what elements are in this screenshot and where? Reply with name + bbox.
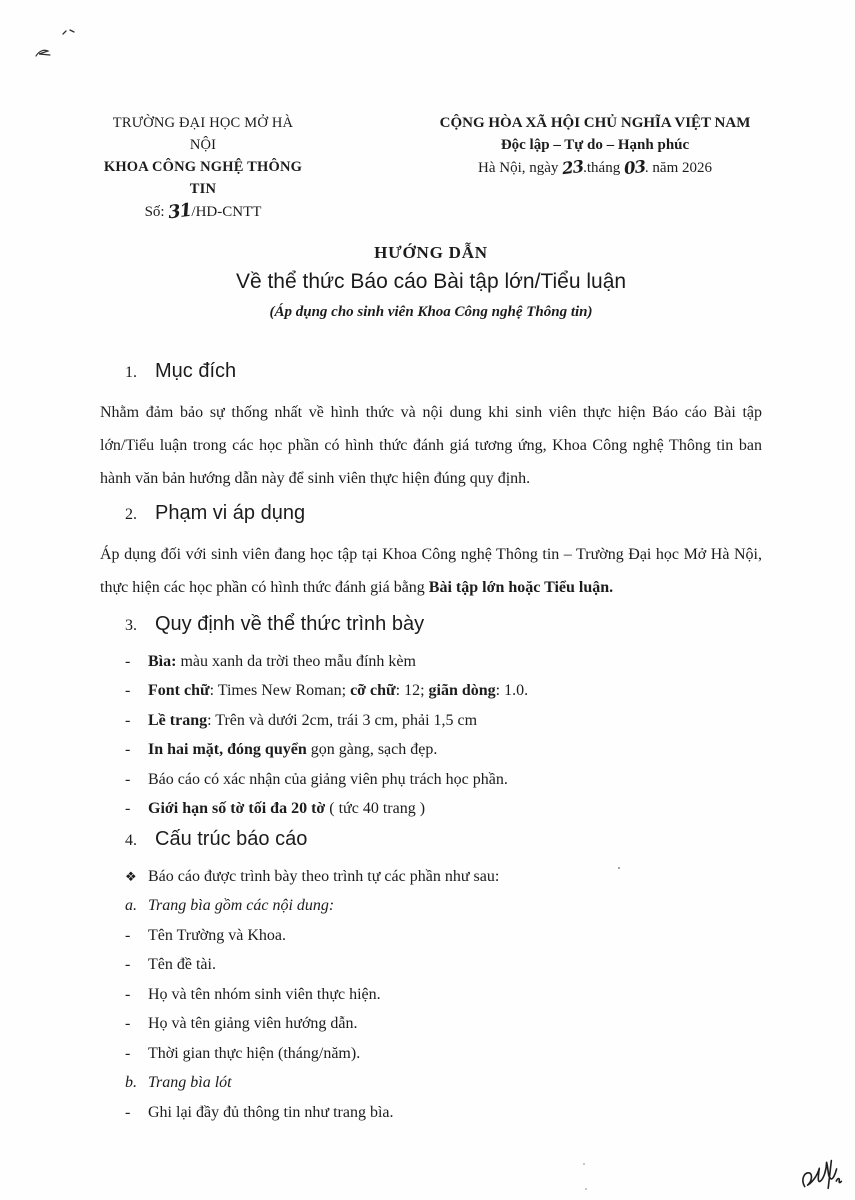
bullet-marker: ❖: [125, 868, 137, 884]
text-segment: giãn dòng: [428, 682, 496, 699]
bullet-text: [148, 1045, 762, 1062]
bullet-text: [148, 1104, 762, 1121]
bullet-marker: b.: [125, 1074, 137, 1091]
handwritten-month: 03: [622, 156, 647, 179]
text-segment: In hai mặt, đóng quyển: [148, 741, 307, 758]
section-title: Quy định về thể thức trình bày: [155, 613, 425, 635]
text-segment: Thời gian thực hiện (tháng/năm).: [148, 1044, 361, 1062]
bullet-text: [148, 653, 762, 670]
list-item: [100, 800, 762, 817]
applies-to-note: (Áp dụng cho sinh viên Khoa Công nghệ Thông tin): [269, 304, 593, 320]
text-segment: Bài tập lớn: [428, 579, 505, 596]
doc-number-suffix: /HD-CNTT: [191, 204, 262, 220]
text-segment: Trang bìa lót: [148, 1074, 232, 1091]
date-prefix: Hà Nội, ngày: [478, 160, 563, 176]
section-heading: [100, 499, 762, 529]
list-item: [100, 868, 762, 885]
bullet-marker: -: [125, 1044, 131, 1062]
bullet-text: [148, 800, 762, 817]
university-name: TRƯỜNG ĐẠI HỌC MỞ HÀ NỘI: [112, 115, 294, 153]
doc-number-prefix: Số:: [144, 204, 169, 220]
bullet-marker: -: [125, 741, 131, 758]
bullet-list: [100, 868, 762, 1121]
bullet-marker: -: [125, 985, 131, 1003]
handwritten-day: 23: [561, 156, 585, 179]
list-item: [100, 927, 762, 944]
list-item: [100, 712, 762, 729]
faculty-name: KHOA CÔNG NGHỆ THÔNG TIN: [103, 159, 303, 197]
document-number-line: [100, 200, 306, 223]
section-title: Cấu trúc báo cáo: [155, 828, 308, 850]
national-motto: Độc lập – Tự do – Hạnh phúc: [500, 137, 690, 153]
bullet-marker: -: [125, 800, 131, 817]
bullet-text: [148, 868, 762, 885]
date-mid: .tháng: [583, 160, 624, 176]
text-segment: : 12;: [395, 682, 429, 699]
bullet-marker: a.: [125, 897, 137, 914]
text-segment: Báo cáo được trình bày theo trình tự các phần như sau:: [148, 867, 500, 885]
bullet-text: [148, 771, 762, 788]
section-quy-dinh-trinh-bay: [100, 610, 762, 817]
pen-mark-icon: [33, 47, 53, 61]
bullet-text: [148, 712, 762, 729]
text-segment: Ghi lại đầy đủ thông tin như trang bìa.: [148, 1103, 394, 1121]
document-title: HƯỚNG DẪN: [374, 243, 488, 262]
country-title: CỘNG HÒA XÃ HỘI CHỦ NGHĨA VIỆT NAM: [439, 115, 751, 131]
scan-speck: [585, 1188, 587, 1190]
scan-speck: [618, 867, 620, 869]
bullet-text: [148, 682, 762, 699]
list-item: [100, 741, 762, 758]
list-item: [100, 1074, 762, 1091]
bullet-text: [148, 741, 762, 758]
text-segment: Họ và tên giảng viên hướng dẫn.: [148, 1015, 358, 1032]
bullet-text: [148, 927, 762, 944]
text-segment: Áp dụng đối với sinh viên đang học tập tại Khoa Công nghệ Thông tin – Trường Đại học Mở Hà Nội, thực hiện các học phần có hình thức đánh giá bằng: [100, 546, 762, 596]
text-segment: hoặc: [504, 579, 545, 596]
text-segment: : 1.0.: [495, 682, 529, 699]
list-item: [100, 986, 762, 1003]
scan-speck: [583, 1163, 585, 1165]
text-segment: : Times New Roman;: [209, 682, 351, 699]
list-item: [100, 897, 762, 914]
section-title: Phạm vi áp dụng: [155, 502, 306, 524]
bullet-text: [148, 897, 762, 914]
document-title-block: [100, 243, 762, 322]
text-segment: Giới hạn số tờ tối đa 20 tờ: [148, 800, 326, 817]
bullet-marker: -: [125, 770, 131, 788]
list-item: [100, 1045, 762, 1062]
bullet-marker: -: [125, 711, 131, 729]
section-number: 2.: [125, 506, 137, 523]
section-cau-truc-bao-cao: [100, 825, 762, 1121]
section-number: 4.: [125, 832, 137, 849]
text-segment: Trang bìa gồm các nội dung:: [148, 897, 335, 914]
list-item: [100, 956, 762, 973]
list-item: [100, 653, 762, 670]
national-header-block: [428, 112, 762, 179]
section-heading: [100, 610, 762, 640]
text-segment: Font chữ: [148, 682, 210, 699]
bullet-marker: -: [125, 1103, 131, 1121]
list-item: [100, 1015, 762, 1032]
text-segment: Bìa:: [148, 652, 177, 670]
bullet-text: [148, 956, 762, 973]
date-suffix: . năm 2026: [644, 160, 712, 176]
section-paragraph: [100, 538, 762, 604]
bullet-text: [148, 1015, 762, 1032]
list-item: [100, 771, 762, 788]
text-segment: Tên đề tài.: [148, 956, 216, 973]
bullet-marker: -: [125, 682, 131, 699]
bullet-marker: -: [125, 1015, 131, 1032]
text-segment: Tiểu luận.: [544, 579, 614, 596]
section-paragraph: Nhằm đảm bảo sự thống nhất về hình thức và nội dung khi sinh viên thực hiện Báo cáo Bài tập lớn/Tiểu luận trong các học phần có hình thức đánh giá tương ứng, Khoa Công nghệ Thông tin ban hành văn bản hướng dẫn này để sinh viên thực hiện đúng quy định.: [100, 404, 762, 487]
document-header: [100, 112, 762, 223]
section-number: 1.: [125, 364, 137, 381]
document-body: [100, 112, 762, 1121]
text-segment: cỡ chữ: [350, 682, 396, 699]
text-segment: Báo cáo có xác nhận của giảng viên phụ trách học phần.: [148, 770, 508, 788]
list-item: [100, 1104, 762, 1121]
section-pham-vi-ap-dung: [100, 499, 762, 604]
bullet-marker: -: [125, 926, 131, 944]
text-segment: Họ và tên nhóm sinh viên thực hiện.: [148, 985, 381, 1003]
handwritten-doc-number: 31: [167, 199, 193, 224]
text-segment: màu xanh da trời theo mẫu đính kèm: [176, 652, 416, 670]
text-segment: Tên Trường và Khoa.: [148, 926, 287, 944]
section-title: Mục đích: [155, 360, 237, 382]
bullet-marker: -: [125, 652, 131, 670]
section-number: 3.: [125, 617, 137, 634]
text-segment: Lề trang: [148, 711, 208, 729]
text-segment: : Trên và dưới 2cm, trái 3 cm, phải 1,5 cm: [207, 711, 478, 729]
place-date-line: [428, 156, 762, 179]
text-segment: gọn gàng, sạch đẹp.: [306, 741, 438, 758]
bullet-marker: -: [125, 956, 131, 973]
list-item: [100, 682, 762, 699]
section-muc-dich: [100, 357, 762, 495]
issuing-org-block: [100, 112, 306, 223]
section-heading: [100, 825, 762, 855]
signature-scribble-icon: [793, 1147, 851, 1200]
section-heading: [100, 357, 762, 387]
document-subtitle: Về thể thức Báo cáo Bài tập lớn/Tiểu luận: [235, 270, 627, 293]
pen-mark-icon: [60, 26, 78, 38]
bullet-list: [100, 653, 762, 818]
bullet-text: [148, 986, 762, 1003]
bullet-text: [148, 1074, 762, 1091]
text-segment: ( tức 40 trang ): [325, 800, 426, 817]
